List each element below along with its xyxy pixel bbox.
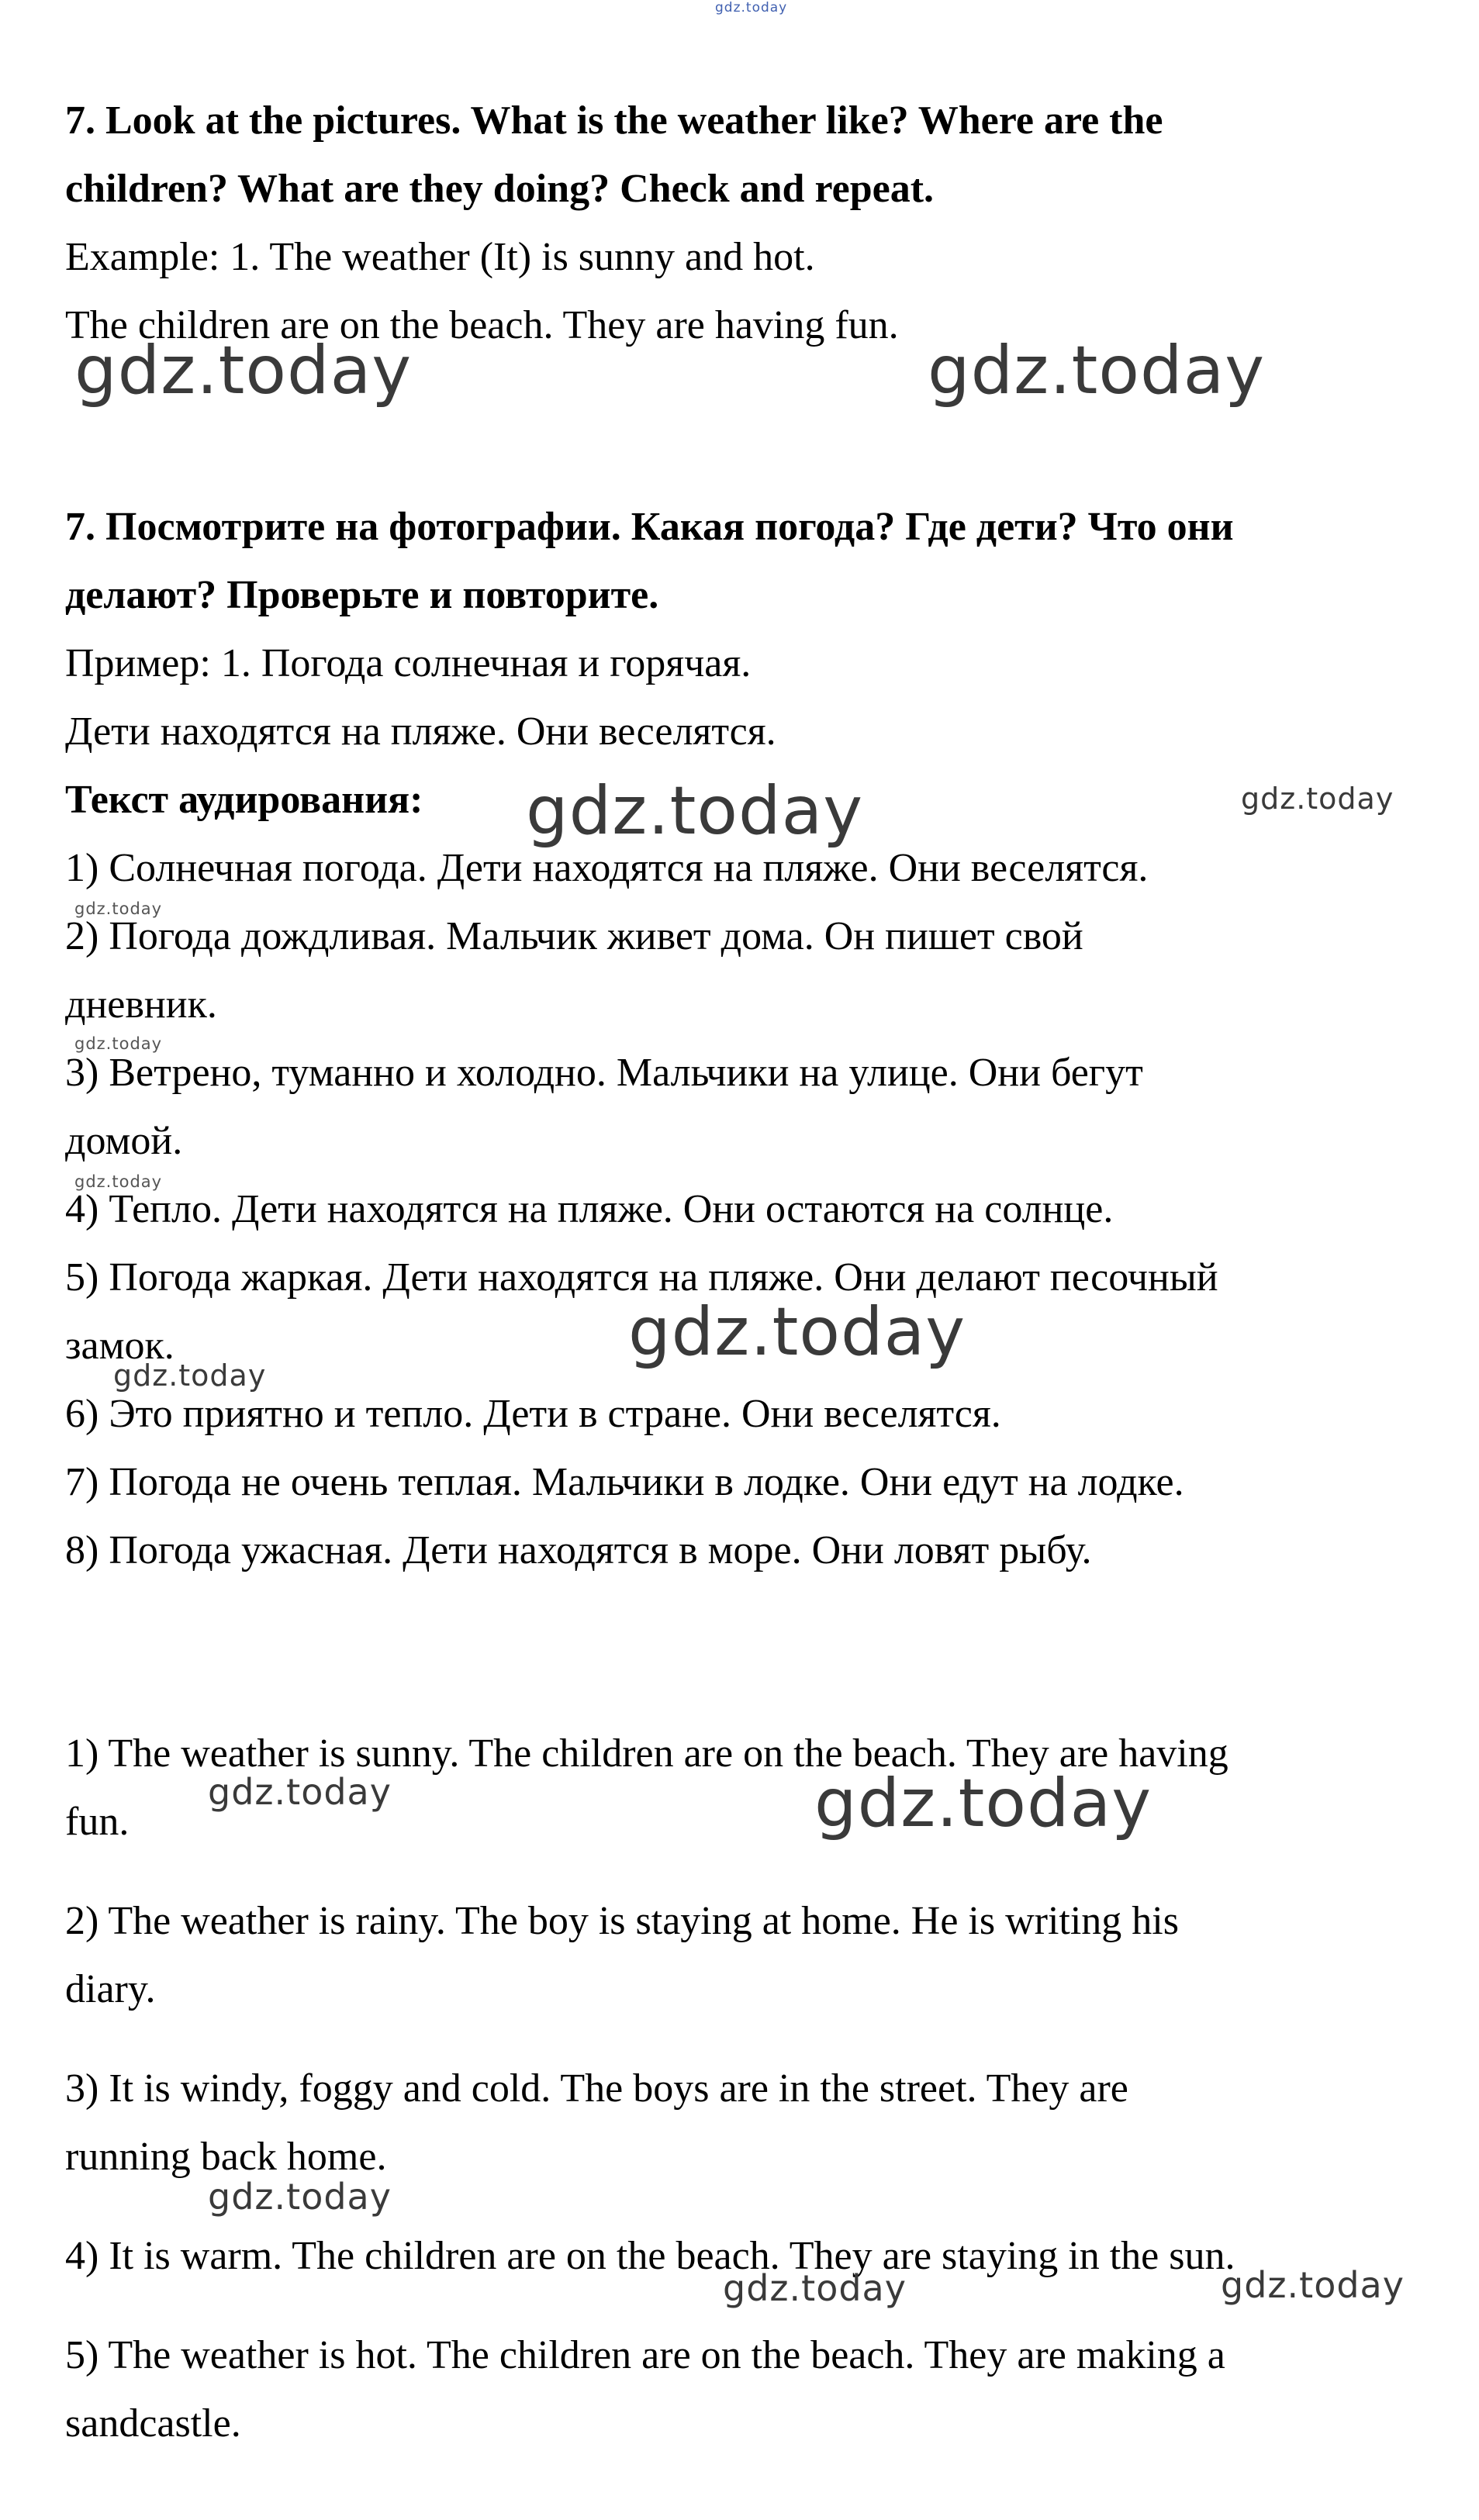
listening-item: 5) Погода жаркая. Дети находятся на пляже. Они делают песочный — [65, 1255, 1218, 1300]
watermark: gdz.today — [208, 2176, 392, 2218]
listening-item: домой. — [65, 1119, 183, 1163]
top-watermark: gdz.today — [715, 0, 788, 16]
task-heading-en-line1: 7. Look at the pictures. What is the weather like? Where are the — [65, 98, 1163, 143]
watermark: gdz.today — [74, 899, 163, 918]
answer-line: running back home. — [65, 2135, 387, 2179]
task-example-en-line2: The children are on the beach. They are having fun. — [65, 303, 899, 347]
listening-item: замок. — [65, 1324, 175, 1368]
listening-item: 6) Это приятно и тепло. Дети в стране. Они веселятся. — [65, 1392, 1001, 1436]
watermark: gdz.today — [1241, 782, 1394, 816]
answer-line: 2) The weather is rainy. The boy is staying at home. He is writing his — [65, 1899, 1179, 1943]
listening-item: дневник. — [65, 982, 217, 1027]
watermark: gdz.today — [526, 772, 864, 850]
listening-item: 4) Тепло. Дети находятся на пляже. Они остаются на солнце. — [65, 1187, 1114, 1231]
watermark: gdz.today — [628, 1293, 966, 1371]
watermark: gdz.today — [1221, 2264, 1405, 2306]
listening-item: 2) Погода дождливая. Мальчик живет дома. Он пишет свой — [65, 914, 1083, 958]
answer-line: 3) It is windy, foggy and cold. The boys are in the street. They are — [65, 2066, 1128, 2111]
answer-line: fun. — [65, 1800, 130, 1844]
task-example-en-line1: Example: 1. The weather (It) is sunny and hot. — [65, 235, 815, 279]
watermark: gdz.today — [74, 332, 413, 409]
task-example-ru-line2: Дети находятся на пляже. Они веселятся. — [65, 709, 776, 754]
watermark: gdz.today — [74, 1172, 163, 1191]
listening-title: Текст аудирования: — [65, 778, 423, 822]
answer-line: diary. — [65, 1967, 156, 2011]
watermark: gdz.today — [208, 1771, 392, 1813]
answer-line: 5) The weather is hot. The children are on the beach. They are making a — [65, 2333, 1225, 2377]
listening-item: 7) Погода не очень теплая. Мальчики в лодке. Они едут на лодке. — [65, 1460, 1184, 1504]
listening-item: 8) Погода ужасная. Дети находятся в море. Они ловят рыбу. — [65, 1528, 1092, 1572]
task-heading-ru-line1: 7. Посмотрите на фотографии. Какая погода? Где дети? Что они — [65, 505, 1234, 549]
task-example-ru-line1: Пример: 1. Погода солнечная и горячая. — [65, 641, 752, 685]
task-heading-en-line2: children? What are they doing? Check and repeat. — [65, 167, 935, 211]
watermark: gdz.today — [928, 332, 1266, 409]
watermark: gdz.today — [723, 2267, 907, 2309]
answer-line: sandcastle. — [65, 2401, 241, 2446]
watermark: gdz.today — [814, 1765, 1152, 1842]
task-heading-ru-line2: делают? Проверьте и повторите. — [65, 573, 659, 617]
listening-item: 3) Ветрено, туманно и холодно. Мальчики на улице. Они бегут — [65, 1051, 1143, 1095]
listening-item: 1) Солнечная погода. Дети находятся на пляже. Они веселятся. — [65, 846, 1149, 890]
answer-line: 4) It is warm. The children are on the beach. They are staying in the sun. — [65, 2234, 1235, 2278]
answer-line: 1) The weather is sunny. The children are on the beach. They are having — [65, 1731, 1228, 1776]
watermark: gdz.today — [74, 1034, 163, 1053]
watermark: gdz.today — [113, 1358, 267, 1393]
